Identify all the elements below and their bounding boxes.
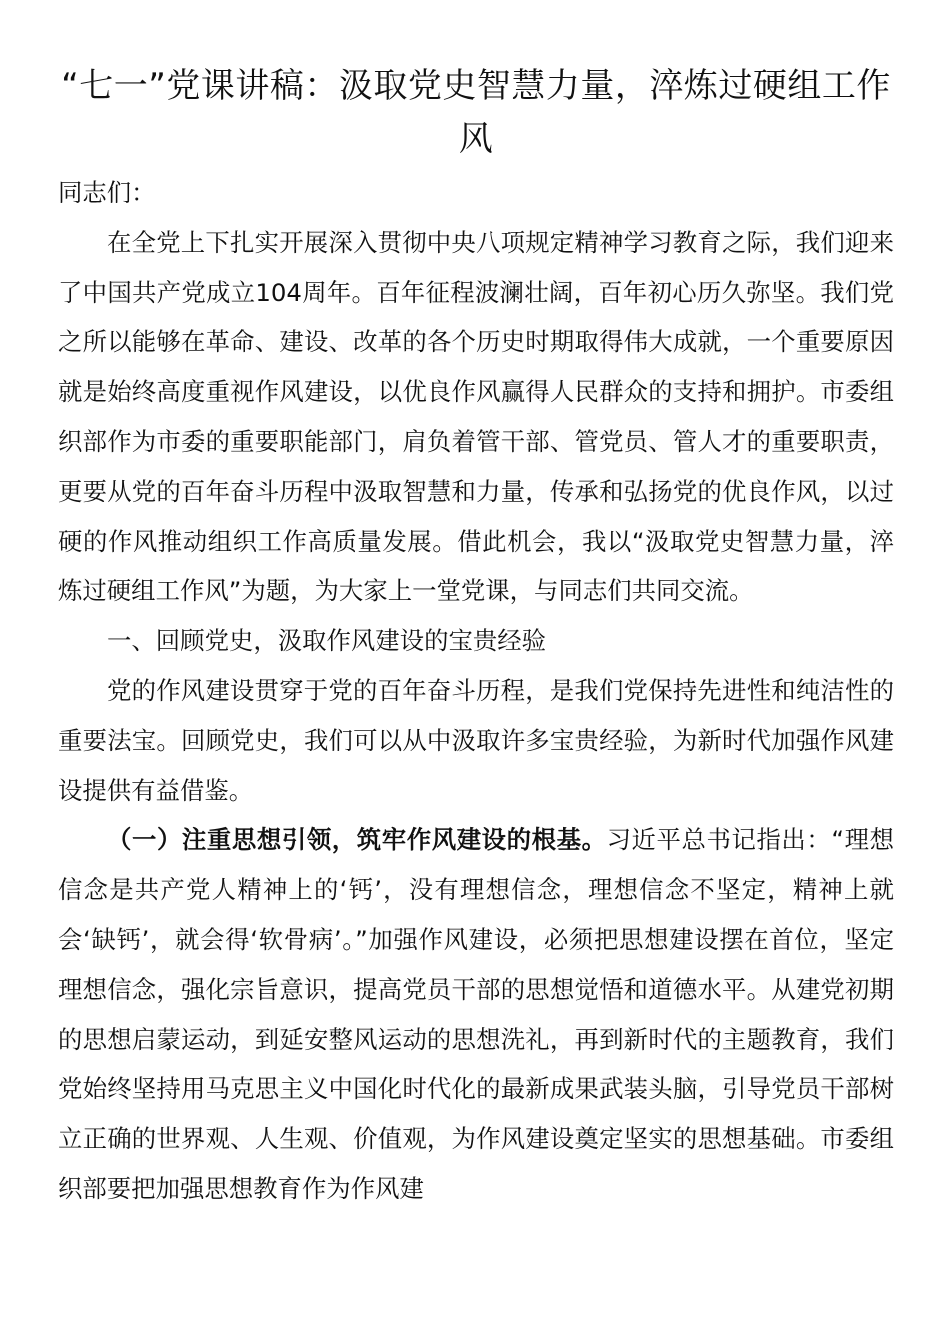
salutation: 同志们： (58, 178, 156, 207)
paragraph-intro: 在全党上下扎实开展深入贯彻中央八项规定精神学习教育之际，我们迎来了中国共产党成立104周年。百年征程波澜壮阔，百年初心历久弥坚。我们党之所以能够在革命、建设、改革的各个历史时期取得伟大成就，一个重要原因就是始终高度重视作风建设，以优良作风赢得人民群众的支持和拥护。市委组织部作为市委的重要职能部门，肩负着管干部、管党员、管人才的重要职责，更要从党的百年奋斗历程中汲取智慧和力量，传承和弘扬党的优良作风，以过硬的作风推动组织工作高质量发展。借此机会，我以“汲取党史智慧力量，淬炼过硬组工作风”为题，为大家上一堂党课，与同志们共同交流。 (58, 227, 894, 606)
paragraph-section-1-intro: 党的作风建设贯穿于党的百年奋斗历程，是我们党保持先进性和纯洁性的重要法宝。回顾党史，我们可以从中汲取许多宝贵经验，为新时代加强作风建设提供有益借鉴。 (58, 675, 894, 805)
subsection-1-lead: （一）注重思想引领，筑牢作风建设的根基。 (107, 825, 607, 855)
section-heading-1: 一、回顾党史，汲取作风建设的宝贵经验 (107, 626, 547, 656)
document-page (58, 60, 894, 1214)
paragraph-subsection-1 (58, 815, 894, 1213)
subsection-1-body: 习近平总书记指出：“理想信念是共产党人精神上的‘钙’，没有理想信念，理想信念不坚定，精神上就会‘缺钙’，就会得‘软骨病’。”加强作风建设，必须把思想建设摆在首位，坚定理想信念，强化宗旨意识，提高党员干部的思想觉悟和道德水平。从建党初期的思想启蒙运动，到延安整风运动的思想洗礼，再到新时代的主题教育，我们党始终坚持用马克思主义中国化时代化的最新成果武装头脑，引导党员干部树立正确的世界观、人生观、价值观，为作风建设奠定坚实的思想基础。市委组织部要把加强思想教育作为作风建 (58, 825, 894, 1203)
document-title: “七一”党课讲稿：汲取党史智慧力量，淬炼过硬组工作风 (61, 66, 891, 159)
